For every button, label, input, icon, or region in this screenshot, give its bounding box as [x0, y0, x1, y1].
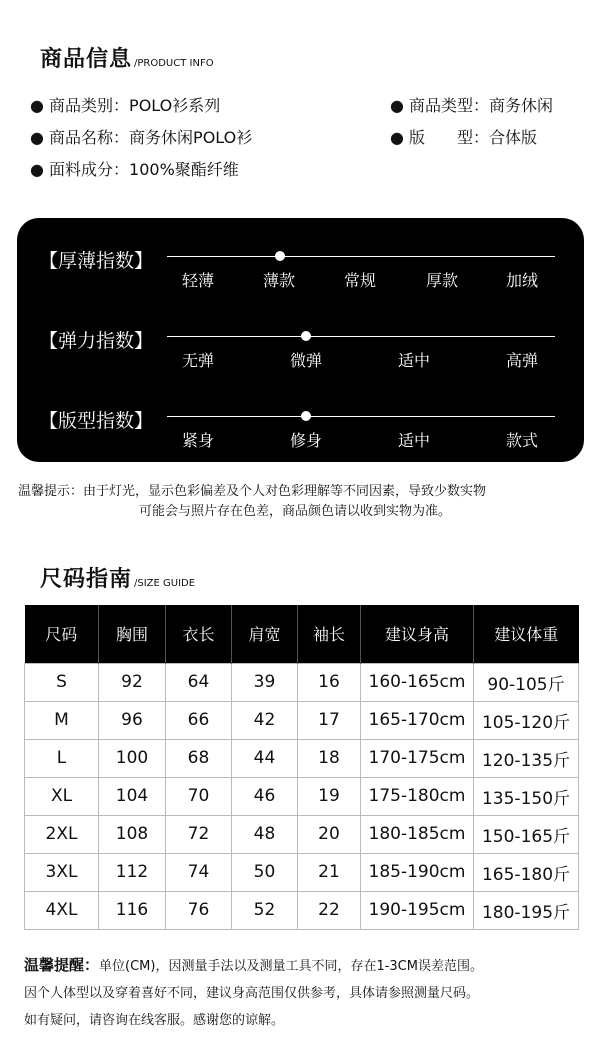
product-info-title-en: /PRODUCT INFO [134, 58, 214, 69]
table-cell: 21 [298, 853, 361, 891]
table-cell: 185-190cm [361, 853, 474, 891]
elasticity-index-label: 【弹力指数】 [39, 330, 154, 352]
table-cell: M [25, 701, 99, 739]
table-cell: 100 [99, 739, 166, 777]
table-row [25, 701, 579, 739]
table-cell: 72 [166, 815, 232, 853]
table-cell: 170-175cm [361, 739, 474, 777]
table-cell: 76 [166, 891, 232, 929]
table-cell: 180-195斤 [474, 891, 579, 929]
table-cell: S [25, 663, 99, 701]
table-cell: 90-105斤 [474, 663, 579, 701]
table-cell: 150-165斤 [474, 815, 579, 853]
thickness-option: 薄款 [262, 271, 296, 290]
table-cell: XL [25, 777, 99, 815]
table-cell: 135-150斤 [474, 777, 579, 815]
table-row [25, 663, 579, 701]
color-tip-line2: 可能会与照片存在色差，商品颜色请以收到实物为准。 [139, 504, 452, 519]
color-tip-line1: 温馨提示：由于灯光，显示色彩偏差及个人对色彩理解等不同因素，导致少数实物 [18, 484, 487, 499]
fit-index [17, 406, 584, 466]
elasticity-option: 高弹 [505, 351, 539, 370]
thickness-index-label: 【厚薄指数】 [39, 250, 154, 272]
size-table-header [25, 605, 579, 663]
fit-index-marker [301, 411, 311, 421]
product-info-title: 商品信息 [40, 47, 133, 72]
table-cell: 92 [99, 663, 166, 701]
table-cell: 2XL [25, 815, 99, 853]
fit-option: 适中 [397, 431, 431, 450]
fit-index-track [167, 416, 555, 417]
thickness-index [17, 246, 584, 306]
table-cell: 112 [99, 853, 166, 891]
table-cell: 20 [298, 815, 361, 853]
notes-line2: 因个人体型以及穿着喜好不同，建议身高范围仅供参考，具体请参照测量尺码。 [24, 986, 480, 1001]
size-guide-heading [40, 562, 195, 593]
table-cell: 180-185cm [361, 815, 474, 853]
table-cell: 50 [232, 853, 298, 891]
elasticity-index [17, 326, 584, 386]
column-header: 袖长 [298, 605, 361, 663]
table-cell: 104 [99, 777, 166, 815]
info-name: ● 商品名称：商务休闲POLO衫 [30, 128, 253, 147]
column-header: 尺码 [25, 605, 99, 663]
info-category: ● 商品类别：POLO衫系列 [30, 96, 221, 115]
table-cell: 70 [166, 777, 232, 815]
table-cell: 17 [298, 701, 361, 739]
table-cell: 48 [232, 815, 298, 853]
table-cell: 160-165cm [361, 663, 474, 701]
table-cell: 16 [298, 663, 361, 701]
table-cell: 68 [166, 739, 232, 777]
table-cell: 19 [298, 777, 361, 815]
elasticity-option: 无弹 [181, 351, 215, 370]
table-row [25, 853, 579, 891]
column-header: 建议身高 [361, 605, 474, 663]
info-fit: ● 版 型：合体版 [390, 128, 538, 147]
info-type: ● 商品类型：商务休闲 [390, 96, 554, 115]
table-cell: 165-170cm [361, 701, 474, 739]
size-table [24, 605, 579, 930]
size-guide-title: 尺码指南 [40, 567, 133, 592]
column-header: 建议体重 [474, 605, 579, 663]
table-cell: 39 [232, 663, 298, 701]
thickness-index-marker [275, 251, 285, 261]
thickness-index-track [167, 256, 555, 257]
table-cell: 120-135斤 [474, 739, 579, 777]
table-cell: 96 [99, 701, 166, 739]
table-cell: 64 [166, 663, 232, 701]
table-cell: 190-195cm [361, 891, 474, 929]
table-cell: 3XL [25, 853, 99, 891]
thickness-option: 加绒 [505, 271, 539, 290]
table-cell: 42 [232, 701, 298, 739]
table-cell: 44 [232, 739, 298, 777]
fit-option: 紧身 [181, 431, 215, 450]
table-cell: 4XL [25, 891, 99, 929]
elasticity-option: 适中 [397, 351, 431, 370]
table-cell: 74 [166, 853, 232, 891]
table-row [25, 777, 579, 815]
thickness-option: 常规 [343, 271, 377, 290]
table-cell: 52 [232, 891, 298, 929]
table-cell: L [25, 739, 99, 777]
column-header: 胸围 [99, 605, 166, 663]
table-cell: 66 [166, 701, 232, 739]
table-cell: 22 [298, 891, 361, 929]
table-cell: 46 [232, 777, 298, 815]
index-panel [17, 218, 584, 462]
notes-label: 温馨提醒： [24, 956, 100, 974]
table-cell: 18 [298, 739, 361, 777]
elasticity-index-track [167, 336, 555, 337]
fit-option: 款式 [505, 431, 539, 450]
info-fabric: ● 面料成分：100%聚酯纤维 [30, 160, 239, 179]
thickness-option: 轻薄 [181, 271, 215, 290]
thickness-option: 厚款 [425, 271, 459, 290]
column-header: 肩宽 [232, 605, 298, 663]
fit-option: 修身 [289, 431, 323, 450]
elasticity-option: 微弹 [289, 351, 323, 370]
table-cell: 175-180cm [361, 777, 474, 815]
table-cell: 116 [99, 891, 166, 929]
table-cell: 165-180斤 [474, 853, 579, 891]
table-cell: 105-120斤 [474, 701, 579, 739]
color-tip [18, 482, 486, 522]
column-header: 衣长 [166, 605, 232, 663]
table-row [25, 815, 579, 853]
table-row [25, 739, 579, 777]
product-info-heading [40, 42, 214, 73]
notes-line3: 如有疑问，请咨询在线客服。感谢您的谅解。 [24, 1013, 285, 1028]
table-cell: 108 [99, 815, 166, 853]
table-row [25, 891, 579, 929]
size-guide-title-en: /SIZE GUIDE [134, 578, 196, 589]
notes-line1: 单位(CM)，因测量手法以及测量工具不同，存在1-3CM误差范围。 [99, 959, 483, 974]
measurement-notes [24, 952, 483, 1034]
elasticity-index-marker [301, 331, 311, 341]
fit-index-label: 【版型指数】 [39, 410, 154, 432]
